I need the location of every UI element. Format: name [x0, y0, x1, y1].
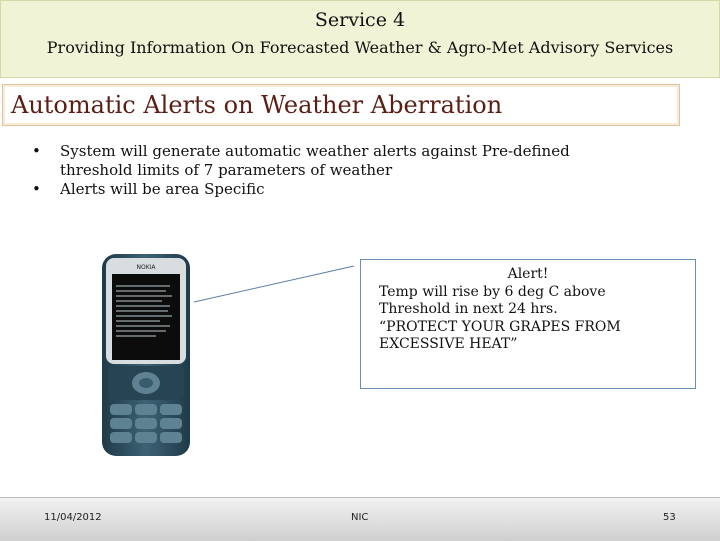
bullet-text: Alerts will be area Specific [60, 180, 265, 198]
alert-heading: Alert! [507, 266, 549, 282]
footer-date: 11/04/2012 [44, 512, 102, 523]
alert-line: EXCESSIVE HEAT” [379, 336, 518, 352]
alert-line: Temp will rise by 6 deg C above [379, 283, 606, 300]
bullet-text: System will generate automatic weather alerts against Pre-defined threshold limits of 7 parameters of weather [60, 142, 570, 179]
service-title: Service 4 [314, 9, 406, 31]
bullet-marker: • [32, 180, 41, 198]
section-title: Automatic Alerts on Weather Aberration [11, 91, 503, 119]
alert-lines [379, 284, 695, 354]
footer-org: NIC [351, 512, 369, 523]
phone-brand: NOKIA [136, 264, 156, 271]
phone-image [100, 252, 192, 458]
alert-line: Threshold in next 24 hrs. [379, 301, 558, 317]
alert-message-box [360, 259, 696, 389]
service-subtitle: Providing Information On Forecasted Weather & Agro-Met Advisory Services [46, 38, 674, 57]
slide-footer [0, 497, 720, 541]
alert-line: “PROTECT YOUR GRAPES FROM [379, 318, 621, 335]
bullet-marker: • [32, 142, 41, 160]
footer-page-number: 53 [663, 512, 676, 523]
